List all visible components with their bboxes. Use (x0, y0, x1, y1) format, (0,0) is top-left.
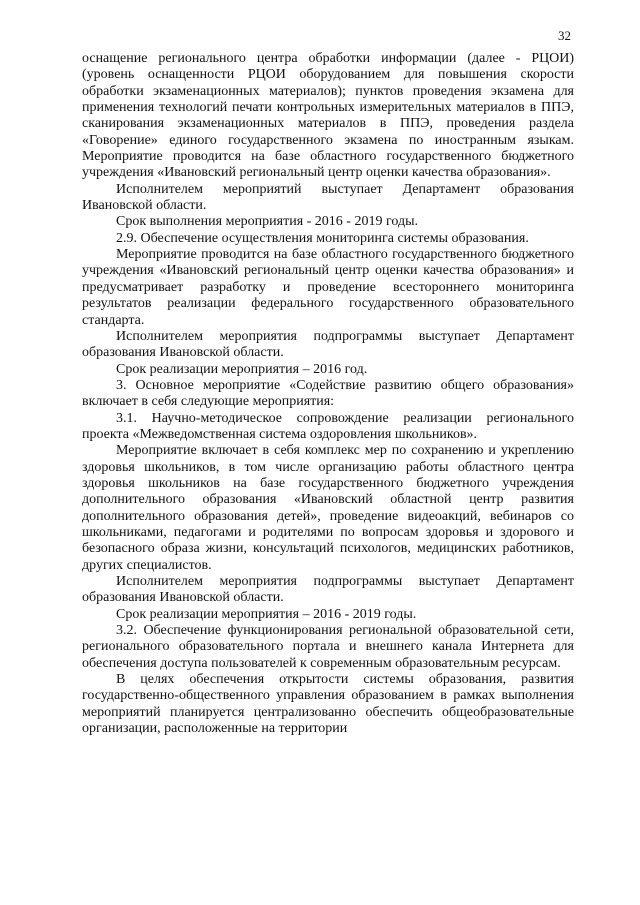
paragraph: Мероприятие включает в себя комплекс мер по сохранению и укреплению здоровья школьников, в том числе организацию работы областного центра здоровья школьников на базе государственного бюджетного учреждения дополнительного образования «Ивановский областной центр развития дополнительного образования детей», проведение видеоакций, вебинаров со школьниками, педагогами и родителями по вопросам здоровья и здорового и безопасного образа жизни, консультаций психологов, медицинских работников, других специалистов. (82, 443, 574, 573)
paragraph: 3.1. Научно-методическое сопровождение реализации регионального проекта «Межведомственная система оздоровления школьников». (82, 410, 574, 442)
paragraph: Исполнителем мероприятия подпрограммы выступает Департамент образования Ивановской области. (82, 574, 574, 606)
paragraph: Срок выполнения мероприятия - 2016 - 2019 годы. (116, 214, 418, 230)
paragraph: 2.9. Обеспечение осуществления мониторинга системы образования. (116, 230, 529, 246)
paragraph: оснащение регионального центра обработки информации (далее - РЦОИ) (уровень оснащенности РЦОИ оборудованием для повышения скорости обработки экзаменационных материалов); пунктов проведения экзамена для применения технологий печати контрольных измерительных материалов в ППЭ, сканирования экзаменационных материалов в ППЭ, проведения раздела «Говорение» единого государственного экзамена по иностранным языкам. Мероприятие проводится на базе областного государственного бюджетного учреждения «Ивановский региональный центр оценки качества образования». (82, 51, 574, 181)
paragraph: 3.2. Обеспечение функционирования региональной образовательной сети, регионального образовательного портала и внешнего канала Интернета для обеспечения доступа пользователей к современным образовательным ресурсам. (82, 623, 574, 671)
paragraph: Срок реализации мероприятия – 2016 - 2019 годы. (116, 606, 417, 622)
paragraph: Исполнителем мероприятий выступает Департамент образования Ивановской области. (82, 181, 574, 214)
paragraph: 3. Основное мероприятие «Содействие развитию общего образования» включает в себя следующие мероприятия: (82, 377, 574, 410)
paragraph: Исполнителем мероприятия подпрограммы выступает Департамент образования Ивановской области. (82, 328, 574, 361)
paragraph: В целях обеспечения открытости системы образования, развития государственно-общественного управления образованием в рамках выполнения мероприятий планируется централизованно обеспечить общеобразовательные организации, расположенные на территории (82, 672, 574, 737)
document-body (82, 51, 574, 737)
page-number: 32 (558, 28, 571, 43)
paragraph: Срок реализации мероприятия – 2016 год. (116, 361, 368, 377)
paragraph: Мероприятие проводится на базе областного государственного бюджетного учреждения «Ивановский региональный центр оценки качества образования» и предусматривает разработку и проведение всестороннего мониторинга результатов реализации федерального государственного образовательного стандарта. (82, 247, 574, 328)
